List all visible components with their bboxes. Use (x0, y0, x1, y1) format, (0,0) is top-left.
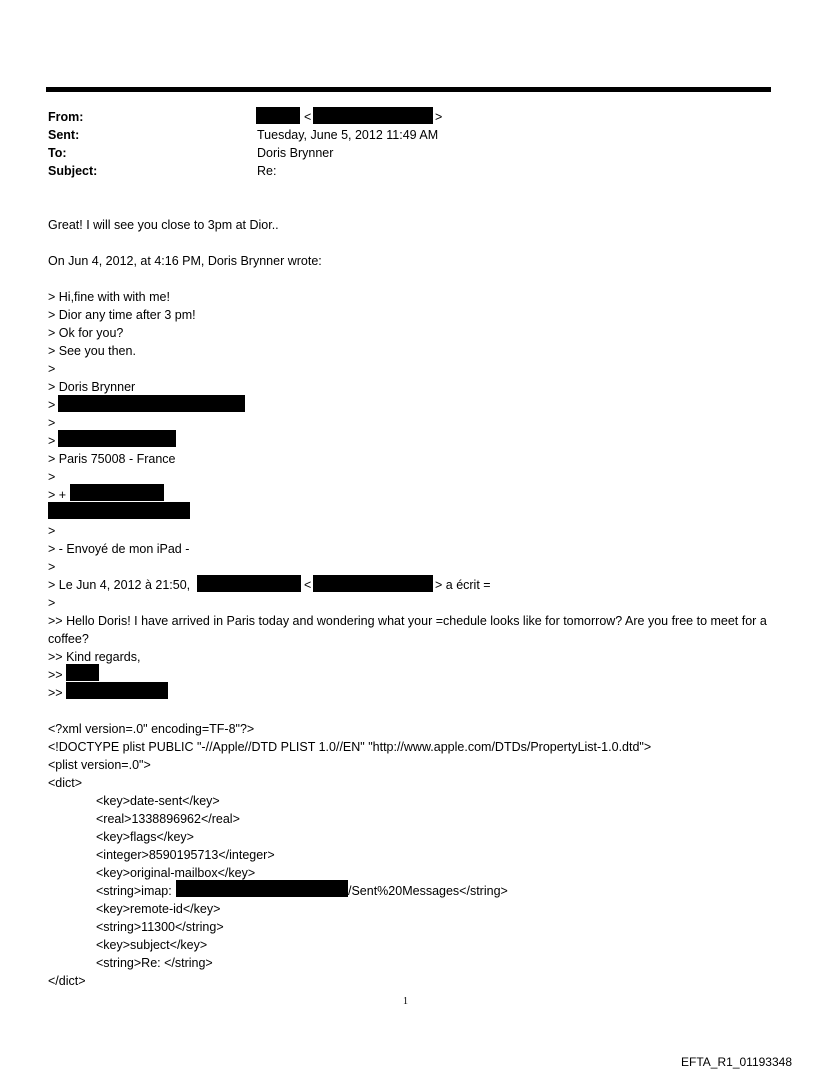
redacted-email (313, 575, 433, 592)
subject-label: Subject: (48, 164, 98, 178)
redacted-sender-name (256, 107, 300, 124)
redacted-mailbox (176, 880, 348, 897)
subject-value: Re: (257, 164, 277, 178)
redacted-address-1 (58, 395, 245, 412)
xml-line: <string>Re: </string> (96, 956, 213, 970)
quote-line: >> Hello Doris! I have arrived in Paris today and wondering what your =chedule looks like for tomorrow? Are you free to meet for a coffee? (48, 614, 767, 646)
quote-line: > See you then. (48, 344, 136, 358)
page-number: 1 (403, 996, 408, 1007)
xml-line: <integer>8590195713</integer> (96, 848, 275, 862)
document-reference: EFTA_R1_01193348 (681, 1055, 792, 1069)
redacted-phone (70, 484, 164, 501)
quote-line: > Doris Brynner (48, 380, 136, 394)
to-value: Doris Brynner (257, 146, 334, 160)
xml-line: <!DOCTYPE plist PUBLIC "-//Apple//DTD PLIST 1.0//EN" "http://www.apple.com/DTDs/PropertyList-1.0.dtd"> (48, 740, 652, 754)
from-gt: > (435, 110, 443, 124)
quote-line: > Le Jun 4, 2012 à 21:50, (48, 578, 191, 592)
sent-value: Tuesday, June 5, 2012 11:49 AM (257, 128, 439, 142)
xml-line: <key>subject</key> (96, 938, 208, 952)
quote-line: > (48, 416, 56, 430)
to-label: To: (48, 146, 67, 160)
quote-line: > (48, 524, 56, 538)
from-label: From: (48, 110, 84, 124)
quote-line: > a écrit = (435, 578, 491, 592)
body-line: On Jun 4, 2012, at 4:16 PM, Doris Brynner wrote: (48, 254, 322, 268)
quote-line: >> Kind regards, (48, 650, 141, 664)
quote-line: > Ok for you? (48, 326, 124, 340)
quote-line: > + (48, 488, 67, 502)
quote-line: > (48, 434, 56, 448)
xml-line: <key>flags</key> (96, 830, 194, 844)
xml-line: <plist version=.0"> (48, 758, 151, 772)
xml-line: <string>11300</string> (96, 920, 224, 934)
sent-label: Sent: (48, 128, 80, 142)
redacted-address-2 (58, 430, 176, 447)
xml-line: <string>imap: (96, 884, 172, 898)
quote-line: > Paris 75008 - France (48, 452, 176, 466)
quote-line: > (48, 362, 56, 376)
redacted-sig-2 (66, 682, 168, 699)
quote-line: > (48, 398, 56, 412)
quote-line: > (48, 596, 56, 610)
header-rule (46, 87, 771, 92)
redacted-line (48, 502, 190, 519)
quote-line: > Hi,fine with with me! (48, 290, 170, 304)
xml-line: /Sent%20Messages</string> (348, 884, 508, 898)
quote-line: > - Envoyé de mon iPad - (48, 542, 190, 556)
xml-line: </dict> (48, 974, 86, 988)
body-line: Great! I will see you close to 3pm at Dior.. (48, 218, 279, 232)
quote-line: > (48, 470, 56, 484)
xml-line: <?xml version=.0" encoding=TF-8"?> (48, 722, 255, 736)
quote-line: >> (48, 668, 63, 682)
quote-line: > Dior any time after 3 pm! (48, 308, 196, 322)
xml-line: <dict> (48, 776, 83, 790)
quote-line: > (48, 560, 56, 574)
redacted-sig-1 (66, 664, 99, 681)
xml-line: <key>date-sent</key> (96, 794, 220, 808)
redacted-name (197, 575, 301, 592)
xml-line: <real>1338896962</real> (96, 812, 240, 826)
xml-line: <key>remote-id</key> (96, 902, 221, 916)
redacted-sender-email (313, 107, 433, 124)
from-lt: < (304, 110, 312, 124)
quote-line: >> (48, 686, 63, 700)
xml-line: <key>original-mailbox</key> (96, 866, 256, 880)
quote-lt: < (304, 578, 312, 592)
